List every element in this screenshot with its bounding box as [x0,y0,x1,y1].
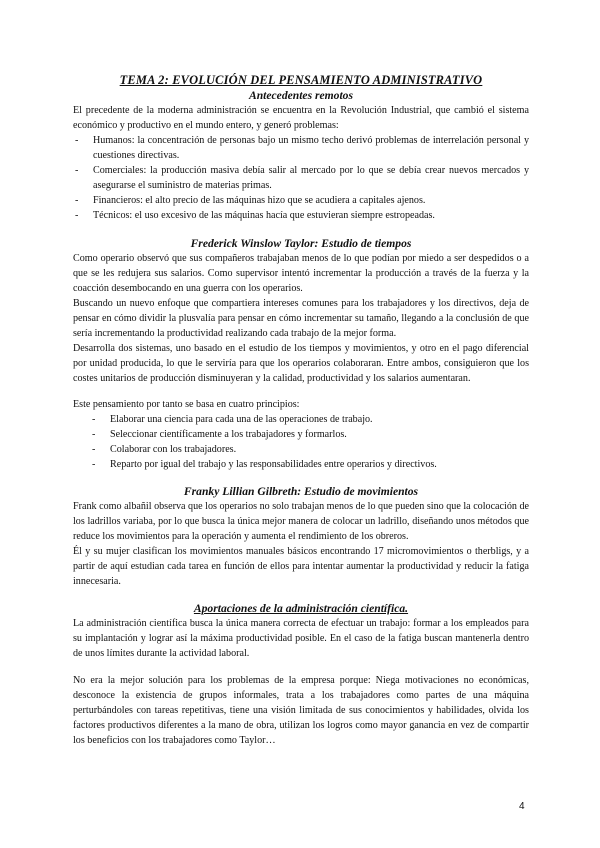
list-item: - Comerciales: la producción masiva debía salir al mercado por lo que se debía crear nuevos mercados y asegurarse el suministro de materias primas. [73,163,529,193]
heading-taylor: Frederick Winslow Taylor: Estudio de tiempos [190,237,412,250]
taylor-paragraph-3: Desarrolla dos sistemas, uno basado en el estudio de los tiempos y movimientos, y otro en el pago diferencial por unidad producida, lo que le serviría para que los operarios colaboraran. Entre ambos, consiguieron que los costes unitarios de producción disminuyeran y la calidad, productividad y los salarios aumentaran. [73,343,529,384]
heading-antecedentes: Antecedentes remotos [248,89,353,102]
page-content [73,72,529,748]
list-item: - Humanos: la concentración de personas bajo un mismo techo derivó problemas de interrelación personal y cuestiones directivas. [73,133,529,163]
taylor-principles-intro: Este pensamiento por tanto se basa en cuatro principios: [73,399,300,410]
antecedentes-intro: El precedente de la moderna administración se encuentra en la Revolución Industrial, que cambió el sistema económico y productivo en el mundo entero, y generó problemas: [73,105,529,131]
list-item: - Colaborar con los trabajadores. [73,442,529,457]
heading-gilbreth: Franky Lillian Gilbreth: Estudio de movimientos [183,485,419,498]
problems-list [73,133,529,223]
gilbreth-paragraph-2: Él y su mujer clasifican los movimientos manuales básicos encontrando 17 micromovimientos o therbligs, y a partir de aquí estudian cada tarea en función de ellos para intentar aumentar la productividad y reducir la fatiga innecesaria. [73,546,529,587]
list-item: - Seleccionar científicamente a los trabajadores y formarlos. [73,427,529,442]
principles-list [73,412,529,472]
heading-aportaciones: Aportaciones de la administración científica. [193,602,409,615]
page-title: TEMA 2: EVOLUCIÓN DEL PENSAMIENTO ADMINISTRATIVO [119,73,483,87]
list-item: - Financieros: el alto precio de las máquinas hizo que se acudiera a capitales ajenos. [73,193,529,208]
list-item: - Reparto por igual del trabajo y las responsabilidades entre operarios y directivos. [73,457,529,472]
page-number: 4 [519,801,525,812]
list-item: - Técnicos: el uso excesivo de las máquinas hacía que estuvieran siempre estropeadas. [73,208,529,223]
aportaciones-paragraph-2: No era la mejor solución para los problemas de la empresa porque: Niega motivaciones no económicas, desconoce la existencia de grupos informales, trata a los trabajadores como partes de una máquina perturbándoles con tareas repetitivas, tiene una visión limitada de sus conocimientos y habilidades, olvida los factores productivos diferentes a la mano de obra, utilizan los logros como mayor ganancia en vez de compartir los beneficios con los trabajadores como Taylor… [73,675,529,746]
gilbreth-paragraph-1: Frank como albañil observa que los operarios no solo trabajan menos de lo que pueden sino que la colocación de los ladrillos variaba, por lo que busca la única mejor manera de colocar un ladrillo, diseñando unos métodos que reduce los movimientos para la operación y aumenta el rendimiento de los obreros. [73,501,529,542]
taylor-paragraph-1: Como operario observó que sus compañeros trabajaban menos de lo que podían por miedo a ser despedidos o a que se les redujera sus salarios. Como supervisor intentó incrementar la producción a través de la fuerza y la coacción desembocando en una guerra con los operarios. [73,253,529,294]
aportaciones-paragraph-1: La administración científica busca la única manera correcta de efectuar un trabajo: formar a los empleados para su implantación y lograr así la máxima productividad posible. En el caso de la fatiga buscan mantenerla dentro de unos límites durante la actividad laboral. [73,618,529,659]
list-item: - Elaborar una ciencia para cada una de las operaciones de trabajo. [73,412,529,427]
taylor-paragraph-2: Buscando un nuevo enfoque que compartiera intereses comunes para los trabajadores y los directivos, deja de pensar en cómo dividir la plusvalía para pensar en cómo incrementar su tamaño, llegando a la conclusión de que sería incrementando la productividad realizando cada trabajo de la mejor forma. [73,298,529,339]
